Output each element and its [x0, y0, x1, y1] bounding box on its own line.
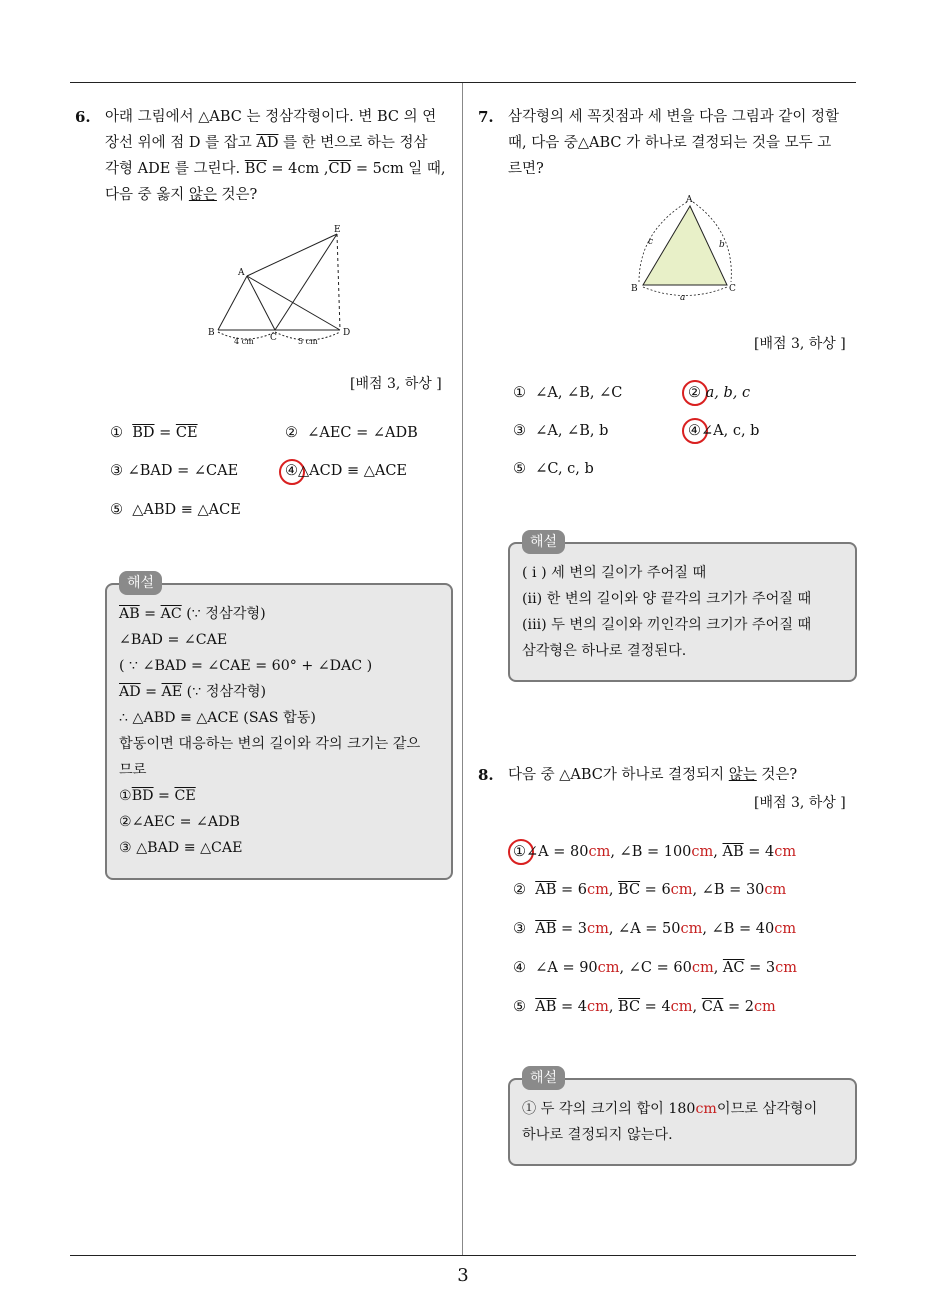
score-label: [배점 3, 하상 ]	[350, 376, 442, 392]
explanation-line: $①\overline{BD} = \overline{CE}$	[119, 788, 196, 804]
column-divider	[462, 83, 463, 1255]
explanation-tag: 해설	[522, 530, 565, 554]
question-text: 삼각형의 세 꼭짓점과 세 변을 다음 그림과 같이 정할	[508, 109, 840, 125]
option-5[interactable]: ⑤ ∠C, c, b	[513, 461, 594, 477]
explanation-box	[508, 1070, 857, 1166]
question-number: 6.	[75, 108, 91, 126]
explanation-line: ( ∵ ∠BAD = ∠CAE = 60° + ∠DAC )	[119, 658, 373, 674]
question-text: 다음 중 옳지 않은 것은?	[105, 187, 258, 203]
option-5[interactable]: ⑤ $\overline{AB} = 4cm$, $\overline{BC} = 4cm$, $\overline{CA} = 2cm$	[513, 999, 776, 1015]
option-4[interactable]: ④∠A, c, b	[688, 423, 760, 439]
option-4[interactable]: ④△ACD ≡ △ACE	[285, 463, 408, 479]
label-e: E	[334, 225, 341, 235]
label-c: C	[270, 333, 277, 343]
q7-figure	[625, 192, 745, 304]
label-c-vertex: C	[729, 284, 736, 294]
label-d: D	[343, 328, 351, 338]
question-text: 아래 그림에서 △ABC 는 정삼각형이다. 변 BC 의 연	[105, 109, 437, 125]
page-number: 3	[457, 1265, 469, 1286]
question-text: 르면?	[508, 161, 544, 177]
question-7	[478, 104, 858, 182]
top-rule	[70, 82, 856, 83]
option-1[interactable]: ① ∠A, ∠B, ∠C	[513, 385, 623, 401]
explanation-line: ( i ) 세 변의 길이가 주어질 때	[522, 565, 707, 581]
label-a-vertex: A	[686, 195, 693, 205]
explanation-line: ②∠AEC = ∠ADB	[119, 814, 240, 830]
option-2[interactable]: ② $\overline{AB} = 6cm$, $\overline{BC} = 6cm$, ∠B = 30cm	[513, 882, 787, 898]
explanation-line: 하나로 결정되지 않는다.	[522, 1127, 673, 1143]
question-text: 각형 ADE 를 그린다. $\overline{BC} = 4cm$ $,\overline{CD} = 5cm$ 일 때,	[105, 161, 446, 177]
explanation-line: ∠BAD = ∠CAE	[119, 632, 228, 648]
explanation-line: (ii) 한 변의 길이와 양 끝각의 크기가 주어질 때	[522, 591, 812, 607]
option-1[interactable]: ① $\overline{BD} = \overline{CE}$	[110, 425, 198, 441]
explanation-box	[508, 534, 857, 682]
label-a: A	[238, 268, 245, 278]
label-c-side: c	[648, 237, 654, 247]
q6-figure	[200, 222, 360, 352]
question-6	[75, 104, 455, 208]
explanation-line: 므로	[119, 762, 147, 778]
explanation-line: (iii) 두 변의 길이와 끼인각의 크기가 주어질 때	[522, 617, 812, 633]
label-bc-length: 4 cm	[234, 337, 254, 346]
option-3[interactable]: ③ ∠A, ∠B, b	[513, 423, 609, 439]
score-label: [배점 3, 하상 ]	[754, 795, 846, 811]
explanation-line: ① 두 각의 크기의 합이 180cm이므로 삼각형이	[522, 1101, 818, 1117]
explanation-line: $\overline{AD} = \overline{AE}$ (∵ 정삼각형)	[119, 684, 267, 700]
label-cd-length: 5 cm	[298, 337, 318, 346]
question-text: 장선 위에 점 D 를 잡고 $\overline{AD}$ 를 한 변으로 하는 정삼	[105, 135, 428, 151]
question-8	[478, 762, 858, 788]
option-3[interactable]: ③ ∠BAD = ∠CAE	[110, 463, 239, 479]
explanation-line: $\overline{AB} = \overline{AC}$ (∵ 정삼각형)	[119, 606, 266, 622]
label-b-side: b	[719, 240, 725, 250]
question-text: 다음 중 △ABC가 하나로 결정되지 않는 것은?	[508, 767, 798, 783]
explanation-line: 삼각형은 하나로 결정된다.	[522, 643, 687, 659]
score-label: [배점 3, 하상 ]	[754, 336, 846, 352]
question-number: 7.	[478, 108, 494, 126]
explanation-line: ③ △BAD ≡ △CAE	[119, 840, 243, 856]
option-2[interactable]: ② ∠AEC = ∠ADB	[285, 425, 418, 441]
label-b: B	[208, 328, 215, 338]
explanation-line: ∴ △ABD ≡ △ACE (SAS 합동)	[119, 710, 316, 726]
question-number: 8.	[478, 766, 494, 784]
option-2[interactable]: ② a, b, c	[688, 385, 751, 401]
explanation-line: 합동이면 대응하는 변의 길이와 각의 크기는 같으	[119, 736, 421, 752]
explanation-tag: 해설	[119, 571, 162, 595]
option-5[interactable]: ⑤ △ABD ≡ △ACE	[110, 502, 241, 518]
question-text: 때, 다음 중△ABC 가 하나로 결정되는 것을 모두 고	[508, 135, 832, 151]
option-3[interactable]: ③ $\overline{AB} = 3cm$, ∠A = 50cm, ∠B = 40cm	[513, 921, 797, 937]
explanation-tag: 해설	[522, 1066, 565, 1090]
label-b-vertex: B	[631, 284, 638, 294]
bottom-rule	[70, 1255, 856, 1256]
option-1[interactable]: ①∠A = 80cm, ∠B = 100cm, $\overline{AB} = 4cm$	[513, 844, 797, 860]
explanation-box	[105, 575, 453, 880]
label-a-side: a	[680, 293, 686, 303]
option-4[interactable]: ④ ∠A = 90cm, ∠C = 60cm, $\overline{AC} = 3cm$	[513, 960, 797, 976]
